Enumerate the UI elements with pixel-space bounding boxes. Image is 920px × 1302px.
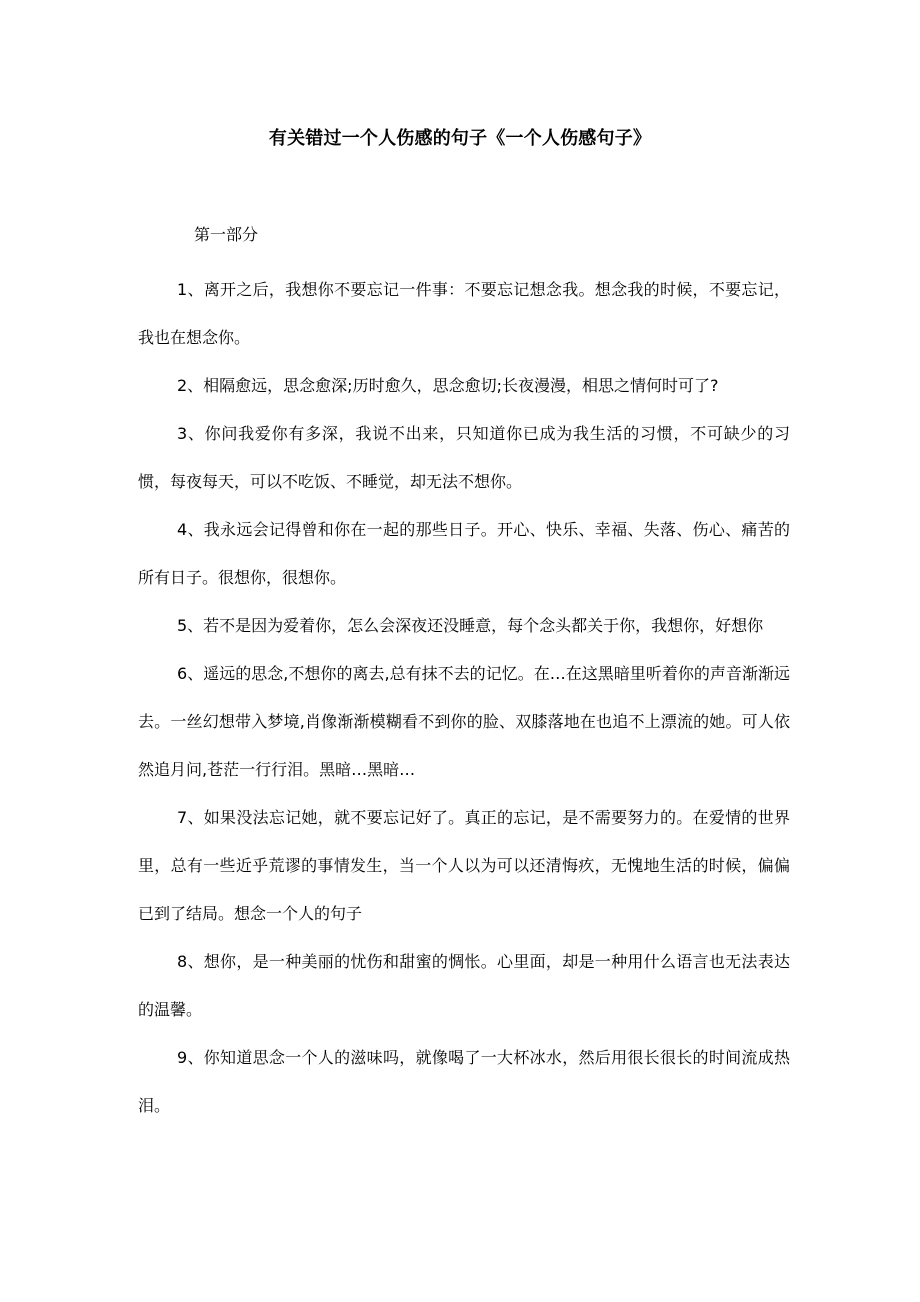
paragraph-4: 4、我永远会记得曾和你在一起的那些日子。开心、快乐、幸福、失落、伤心、痛苦的所有日子。很想你，很想你。 — [138, 520, 790, 587]
paragraph-3: 3、你问我爱你有多深，我说不出来，只知道你已成为我生活的习惯，不可缺少的习惯，每夜每天，可以不吃饭、不睡觉，却无法不想你。 — [138, 424, 790, 491]
paragraph-6: 6、遥远的思念,不想你的离去,总有抹不去的记忆。在…在这黑暗里听着你的声音渐渐远去。一丝幻想带入梦境,肖像渐渐模糊看不到你的脸、双膝落地在也追不上漂流的她。可人依然追月问,苍茫一行行泪。黑暗…黑暗… — [138, 664, 790, 779]
paragraph-1: 1、离开之后，我想你不要忘记一件事：不要忘记想念我。想念我的时候，不要忘记，我也在想念你。 — [138, 280, 790, 347]
document-body — [138, 266, 790, 1130]
paragraph-5: 5、若不是因为爱着你，怎么会深夜还没睡意，每个念头都关于你，我想你，好想你 — [177, 616, 764, 635]
paragraph-8: 8、想你，是一种美丽的忧伤和甜蜜的惆怅。心里面，却是一种用什么语言也无法表达的温馨。 — [138, 952, 790, 1019]
paragraph-9: 9、你知道思念一个人的滋味吗，就像喝了一大杯冰水，然后用很长很长的时间流成热泪。 — [138, 1048, 790, 1115]
document-title: 有关错过一个人伤感的句子《一个人伤感句子》 — [268, 128, 652, 149]
section-heading: 第一部分 — [194, 225, 259, 244]
paragraph-2: 2、相隔愈远，思念愈深;历时愈久，思念愈切;长夜漫漫，相思之情何时可了? — [177, 376, 719, 395]
paragraph-7: 7、如果没法忘记她，就不要忘记好了。真正的忘记，是不需要努力的。在爱情的世界里，总有一些近乎荒谬的事情发生，当一个人以为可以还清悔疚，无愧地生活的时候，偏偏已到了结局。想念一个人的句子 — [138, 808, 790, 923]
